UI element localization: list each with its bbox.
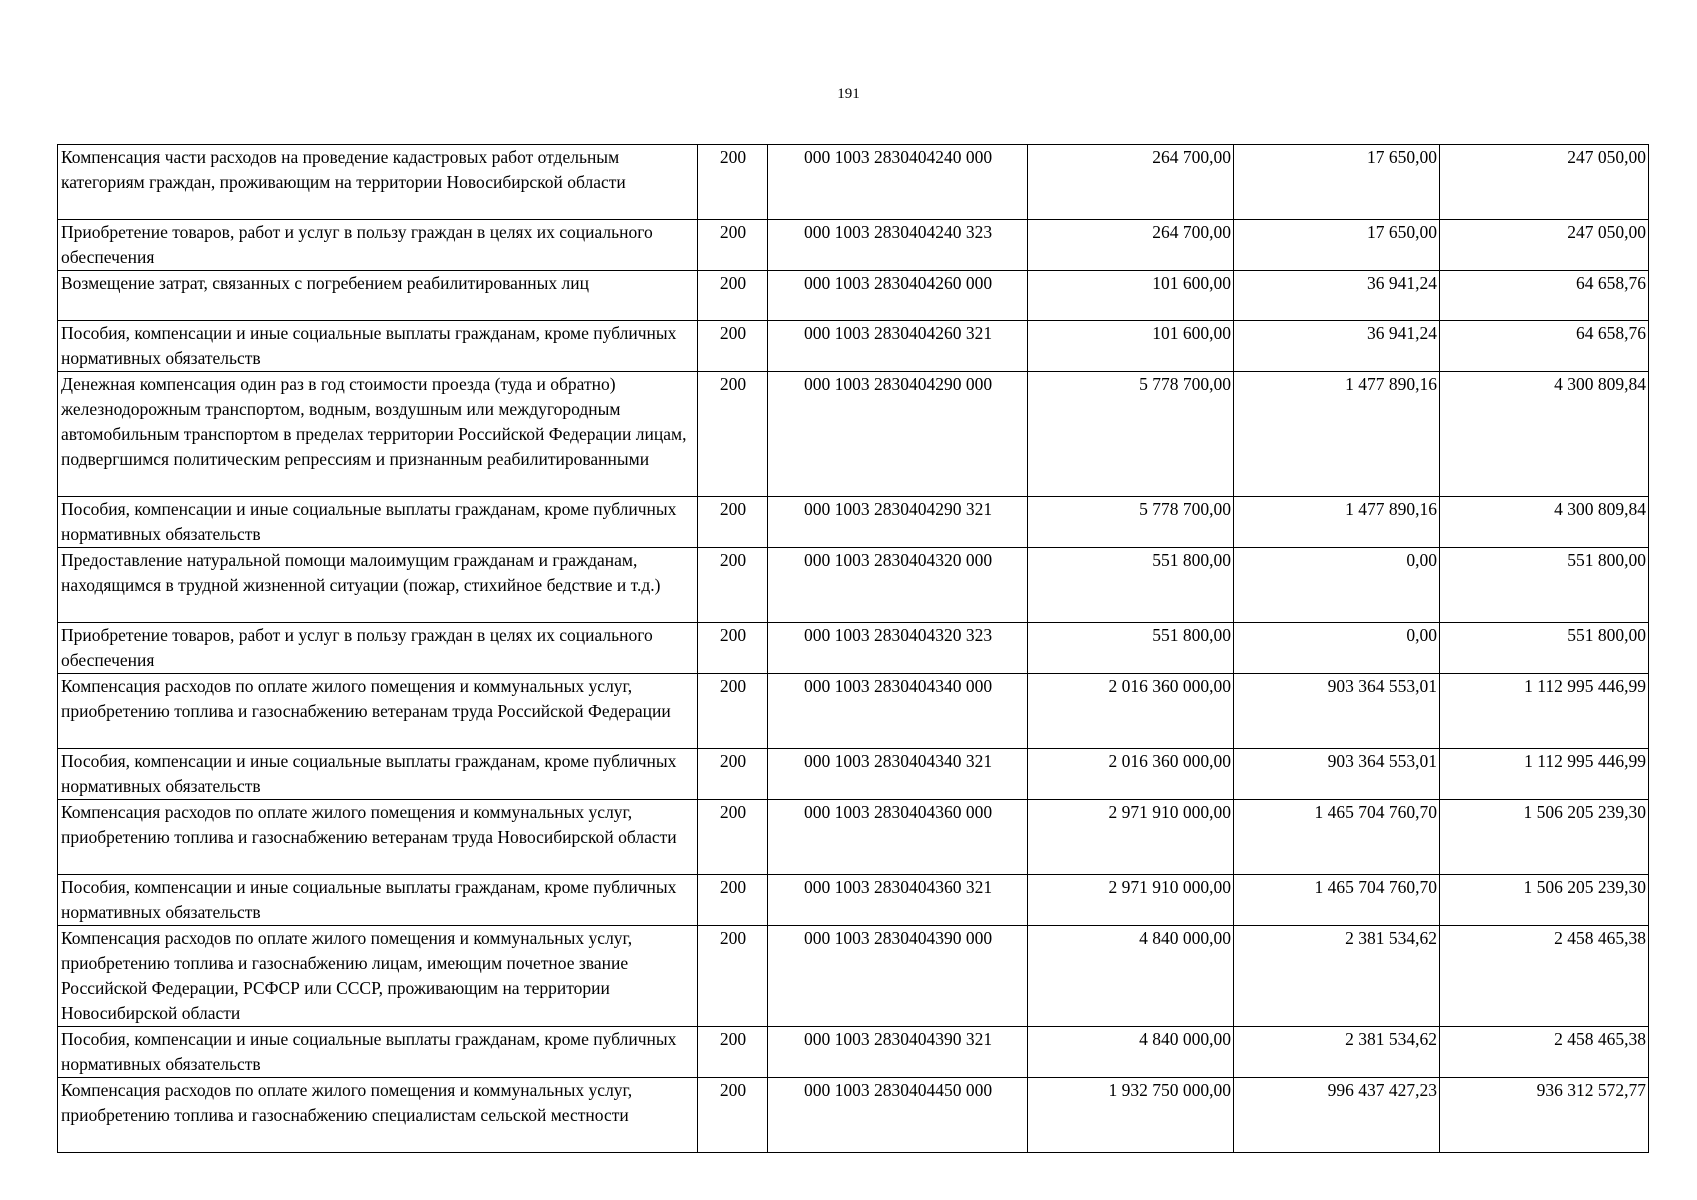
- budget-classification-code-cell: 000 1003 2830404290 000: [768, 372, 1028, 497]
- approved-amount-cell: 551 800,00: [1028, 623, 1234, 674]
- approved-amount-cell: 2 971 910 000,00: [1028, 875, 1234, 926]
- executed-amount-cell: 1 477 890,16: [1234, 372, 1440, 497]
- table-row: [58, 1027, 1649, 1078]
- expense-name-cell: Пособия, компенсации и иные социальные выплаты гражданам, кроме публичных нормативных обязательств: [58, 321, 698, 372]
- table-row: [58, 1078, 1649, 1153]
- table-row: [58, 623, 1649, 674]
- remaining-amount-cell: 64 658,76: [1440, 321, 1649, 372]
- remaining-amount-cell: 1 112 995 446,99: [1440, 749, 1649, 800]
- executed-amount-cell: 2 381 534,62: [1234, 926, 1440, 1027]
- budget-classification-code-cell: 000 1003 2830404340 321: [768, 749, 1028, 800]
- executed-amount-cell: 903 364 553,01: [1234, 674, 1440, 749]
- expense-name-cell: Возмещение затрат, связанных с погребением реабилитированных лиц: [58, 271, 698, 321]
- line-code-cell: 200: [698, 623, 768, 674]
- budget-classification-code-cell: 000 1003 2830404240 000: [768, 145, 1028, 220]
- line-code-cell: 200: [698, 749, 768, 800]
- budget-classification-code-cell: 000 1003 2830404360 321: [768, 875, 1028, 926]
- remaining-amount-cell: 551 800,00: [1440, 548, 1649, 623]
- remaining-amount-cell: 64 658,76: [1440, 271, 1649, 321]
- budget-classification-code-cell: 000 1003 2830404320 000: [768, 548, 1028, 623]
- budget-classification-code-cell: 000 1003 2830404290 321: [768, 497, 1028, 548]
- page-number: 191: [837, 86, 860, 102]
- approved-amount-cell: 101 600,00: [1028, 321, 1234, 372]
- budget-classification-code-cell: 000 1003 2830404260 321: [768, 321, 1028, 372]
- expense-name-cell: Приобретение товаров, работ и услуг в пользу граждан в целях их социального обеспечения: [58, 220, 698, 271]
- expense-name-cell: Компенсация расходов по оплате жилого помещения и коммунальных услуг, приобретению топлива и газоснабжению специалистам сельской местности: [58, 1078, 698, 1153]
- table-row: [58, 321, 1649, 372]
- remaining-amount-cell: 1 112 995 446,99: [1440, 674, 1649, 749]
- executed-amount-cell: 0,00: [1234, 623, 1440, 674]
- line-code-cell: 200: [698, 1027, 768, 1078]
- approved-amount-cell: 264 700,00: [1028, 145, 1234, 220]
- expense-name-cell: Компенсация расходов по оплате жилого помещения и коммунальных услуг, приобретению топлива и газоснабжению лицам, имеющим почетное звание Российской Федерации, РСФСР или СССР, проживающим на территории Новосибирской области: [58, 926, 698, 1027]
- remaining-amount-cell: 1 506 205 239,30: [1440, 800, 1649, 875]
- line-code-cell: 200: [698, 372, 768, 497]
- approved-amount-cell: 4 840 000,00: [1028, 1027, 1234, 1078]
- approved-amount-cell: 4 840 000,00: [1028, 926, 1234, 1027]
- line-code-cell: 200: [698, 875, 768, 926]
- executed-amount-cell: 36 941,24: [1234, 321, 1440, 372]
- remaining-amount-cell: 247 050,00: [1440, 220, 1649, 271]
- budget-classification-code-cell: 000 1003 2830404360 000: [768, 800, 1028, 875]
- expense-name-cell: Пособия, компенсации и иные социальные выплаты гражданам, кроме публичных нормативных обязательств: [58, 1027, 698, 1078]
- budget-classification-code-cell: 000 1003 2830404260 000: [768, 271, 1028, 321]
- budget-classification-code-cell: 000 1003 2830404240 323: [768, 220, 1028, 271]
- remaining-amount-cell: 2 458 465,38: [1440, 926, 1649, 1027]
- expense-name-cell: Пособия, компенсации и иные социальные выплаты гражданам, кроме публичных нормативных обязательств: [58, 875, 698, 926]
- line-code-cell: 200: [698, 674, 768, 749]
- executed-amount-cell: 996 437 427,23: [1234, 1078, 1440, 1153]
- line-code-cell: 200: [698, 497, 768, 548]
- budget-classification-code-cell: 000 1003 2830404390 321: [768, 1027, 1028, 1078]
- approved-amount-cell: 2 016 360 000,00: [1028, 674, 1234, 749]
- remaining-amount-cell: 247 050,00: [1440, 145, 1649, 220]
- budget-classification-code-cell: 000 1003 2830404390 000: [768, 926, 1028, 1027]
- approved-amount-cell: 551 800,00: [1028, 548, 1234, 623]
- remaining-amount-cell: 4 300 809,84: [1440, 497, 1649, 548]
- line-code-cell: 200: [698, 220, 768, 271]
- line-code-cell: 200: [698, 800, 768, 875]
- expense-name-cell: Приобретение товаров, работ и услуг в пользу граждан в целях их социального обеспечения: [58, 623, 698, 674]
- executed-amount-cell: 0,00: [1234, 548, 1440, 623]
- remaining-amount-cell: 4 300 809,84: [1440, 372, 1649, 497]
- approved-amount-cell: 101 600,00: [1028, 271, 1234, 321]
- expense-name-cell: Пособия, компенсации и иные социальные выплаты гражданам, кроме публичных нормативных обязательств: [58, 497, 698, 548]
- table-row: [58, 674, 1649, 749]
- expense-name-cell: Компенсация расходов по оплате жилого помещения и коммунальных услуг, приобретению топлива и газоснабжению ветеранам труда Новосибирской области: [58, 800, 698, 875]
- executed-amount-cell: 17 650,00: [1234, 220, 1440, 271]
- executed-amount-cell: 36 941,24: [1234, 271, 1440, 321]
- approved-amount-cell: 2 016 360 000,00: [1028, 749, 1234, 800]
- expense-name-cell: Компенсация расходов по оплате жилого помещения и коммунальных услуг, приобретению топлива и газоснабжению ветеранам труда Российской Федерации: [58, 674, 698, 749]
- table-row: [58, 271, 1649, 321]
- line-code-cell: 200: [698, 1078, 768, 1153]
- budget-classification-code-cell: 000 1003 2830404320 323: [768, 623, 1028, 674]
- approved-amount-cell: 264 700,00: [1028, 220, 1234, 271]
- remaining-amount-cell: 551 800,00: [1440, 623, 1649, 674]
- line-code-cell: 200: [698, 145, 768, 220]
- approved-amount-cell: 2 971 910 000,00: [1028, 800, 1234, 875]
- expense-name-cell: Денежная компенсация один раз в год стоимости проезда (туда и обратно) железнодорожным транспортом, водным, воздушным или междугородным автомобильным транспортом в пределах территории Российской Федерации лицам, подвергшимся политическим репрессиям и признанным реабилитированными: [58, 372, 698, 497]
- table-row: [58, 749, 1649, 800]
- remaining-amount-cell: 1 506 205 239,30: [1440, 875, 1649, 926]
- table-row: [58, 875, 1649, 926]
- table-body: [58, 145, 1649, 1153]
- expense-name-cell: Компенсация части расходов на проведение кадастровых работ отдельным категориям граждан, проживающим на территории Новосибирской области: [58, 145, 698, 220]
- remaining-amount-cell: 936 312 572,77: [1440, 1078, 1649, 1153]
- line-code-cell: 200: [698, 321, 768, 372]
- table-row: [58, 497, 1649, 548]
- expense-name-cell: Пособия, компенсации и иные социальные выплаты гражданам, кроме публичных нормативных обязательств: [58, 749, 698, 800]
- executed-amount-cell: 1 465 704 760,70: [1234, 800, 1440, 875]
- line-code-cell: 200: [698, 548, 768, 623]
- table-row: [58, 372, 1649, 497]
- budget-classification-code-cell: 000 1003 2830404340 000: [768, 674, 1028, 749]
- approved-amount-cell: 1 932 750 000,00: [1028, 1078, 1234, 1153]
- executed-amount-cell: 903 364 553,01: [1234, 749, 1440, 800]
- approved-amount-cell: 5 778 700,00: [1028, 372, 1234, 497]
- table-row: [58, 926, 1649, 1027]
- table-row: [58, 145, 1649, 220]
- approved-amount-cell: 5 778 700,00: [1028, 497, 1234, 548]
- executed-amount-cell: 1 477 890,16: [1234, 497, 1440, 548]
- line-code-cell: 200: [698, 926, 768, 1027]
- table-row: [58, 548, 1649, 623]
- executed-amount-cell: 2 381 534,62: [1234, 1027, 1440, 1078]
- table-row: [58, 800, 1649, 875]
- executed-amount-cell: 1 465 704 760,70: [1234, 875, 1440, 926]
- budget-execution-table: [57, 144, 1649, 1153]
- expense-name-cell: Предоставление натуральной помощи малоимущим гражданам и гражданам, находящимся в трудной жизненной ситуации (пожар, стихийное бедствие и т.д.): [58, 548, 698, 623]
- table-row: [58, 220, 1649, 271]
- executed-amount-cell: 17 650,00: [1234, 145, 1440, 220]
- budget-classification-code-cell: 000 1003 2830404450 000: [768, 1078, 1028, 1153]
- remaining-amount-cell: 2 458 465,38: [1440, 1027, 1649, 1078]
- line-code-cell: 200: [698, 271, 768, 321]
